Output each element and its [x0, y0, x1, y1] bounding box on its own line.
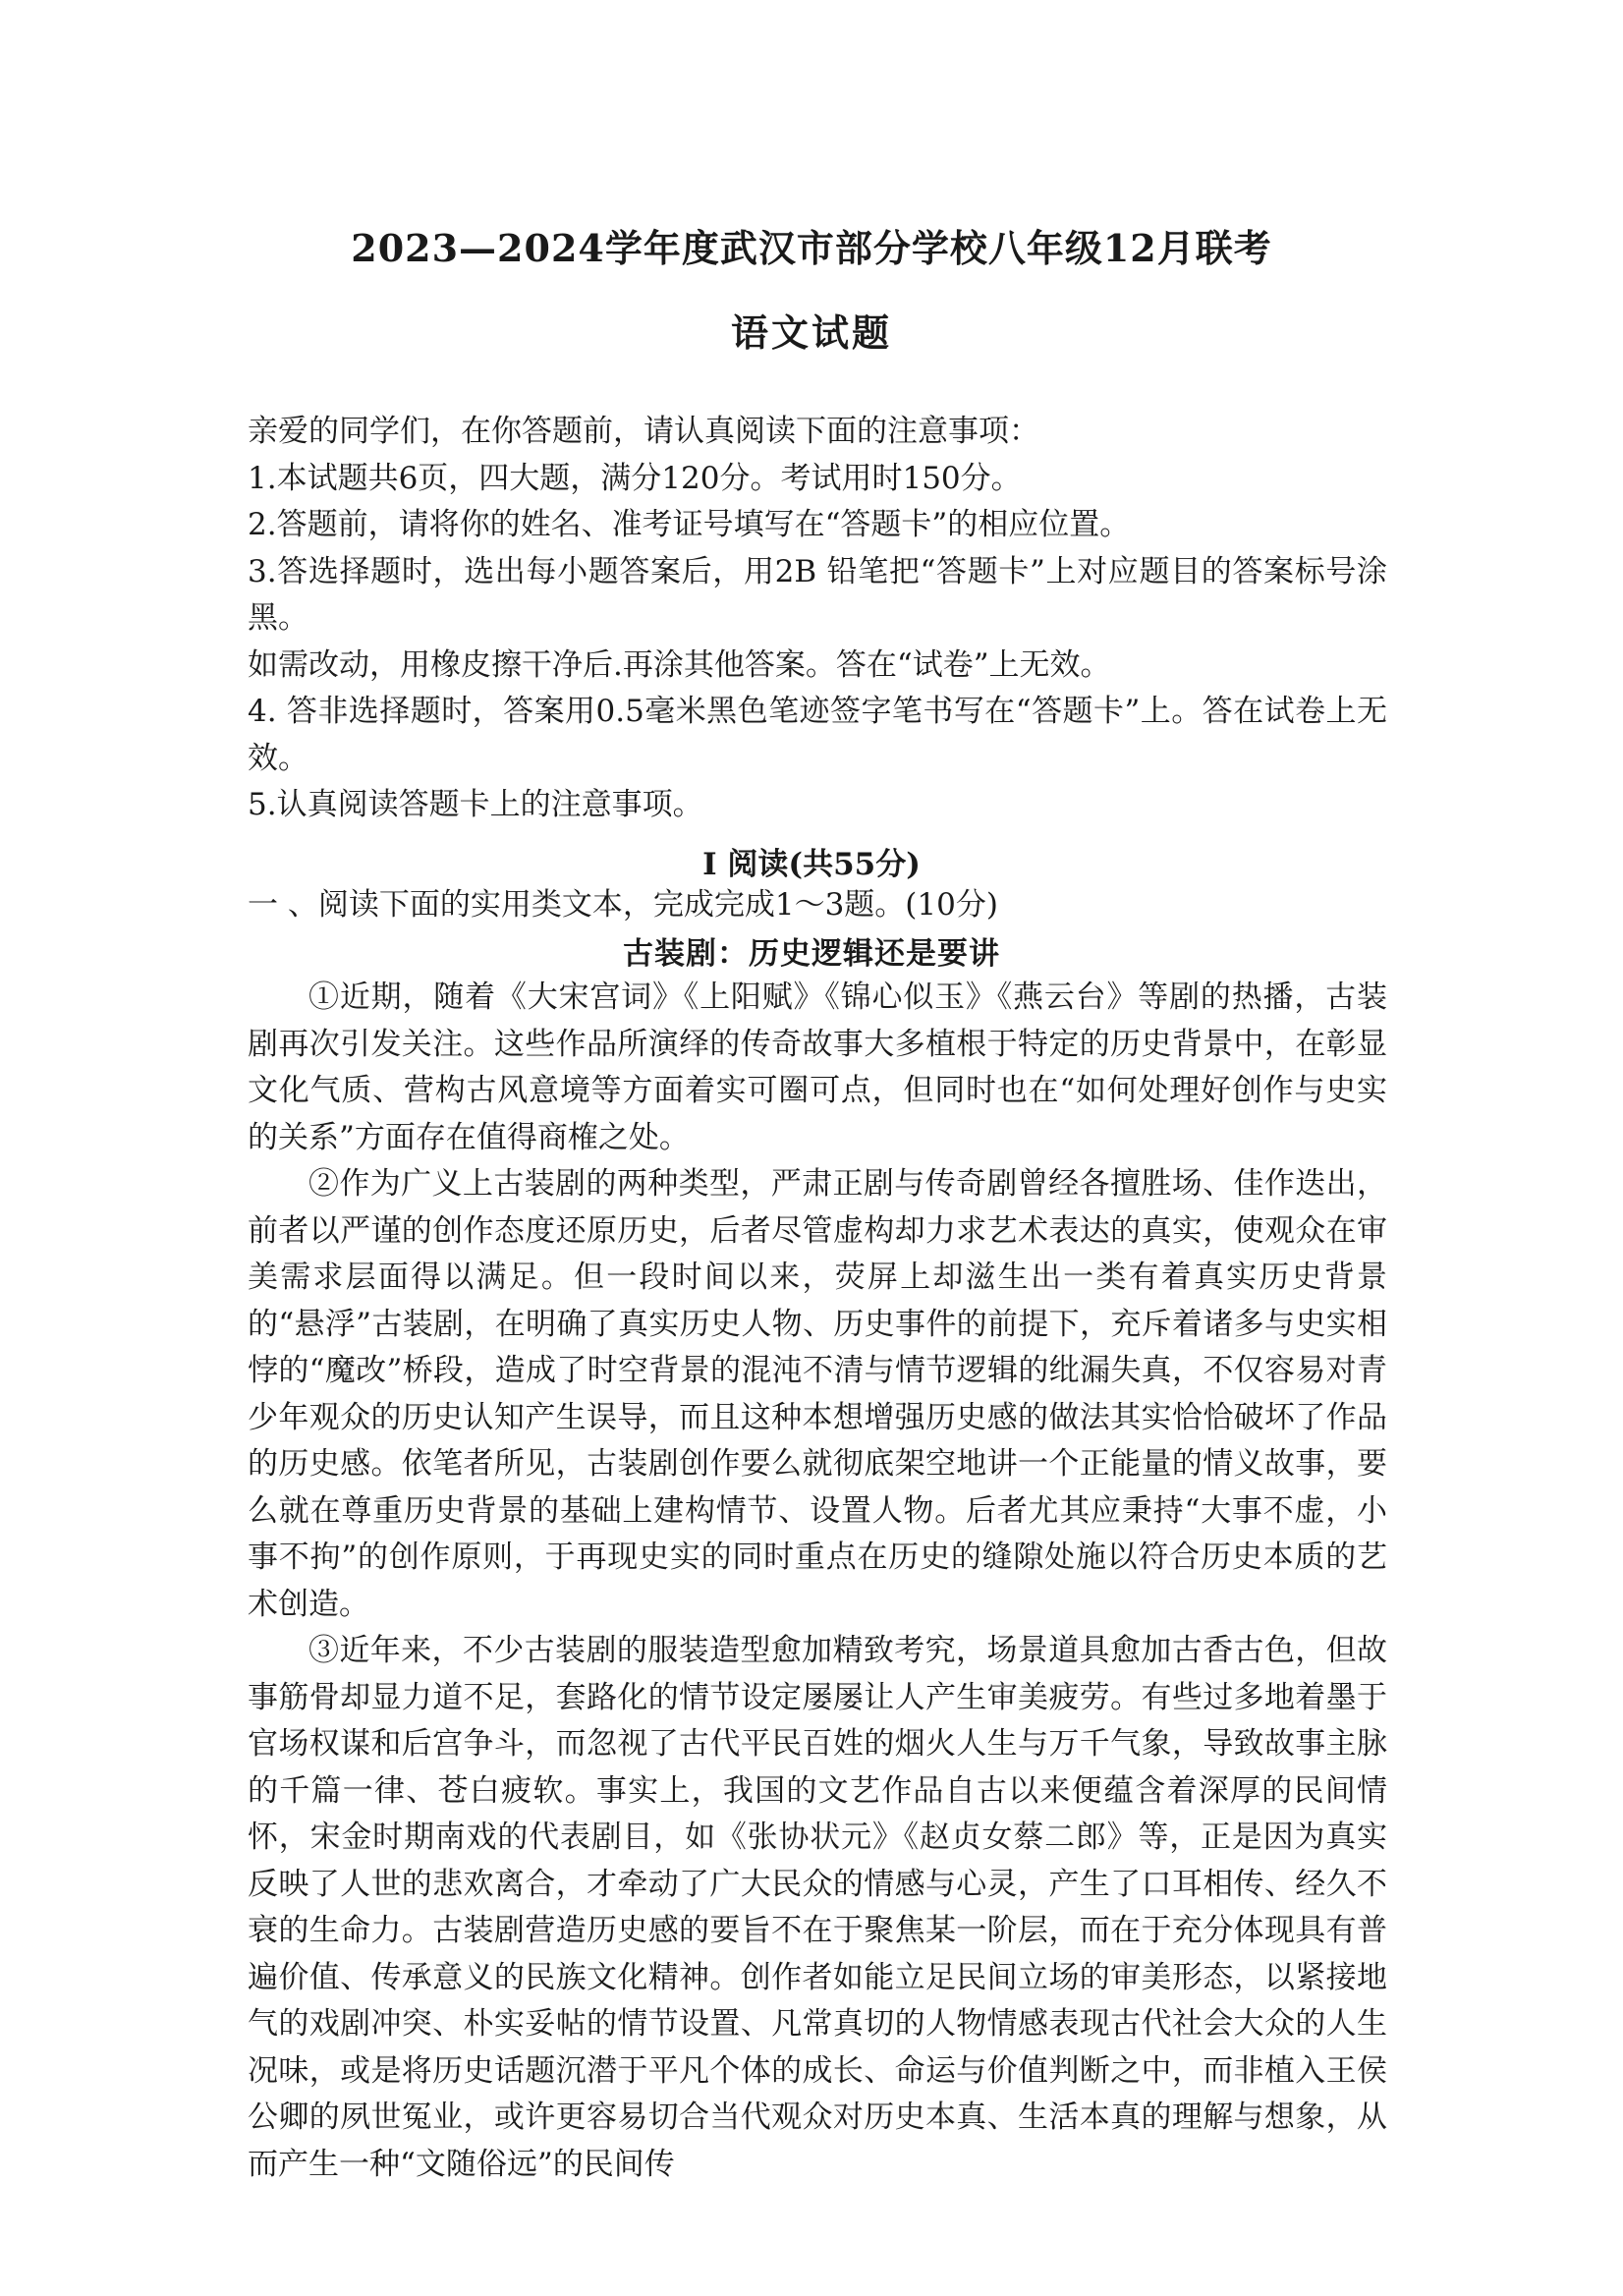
- notice-line: 5.认真阅读答题卡上的注意事项。: [248, 787, 703, 822]
- notice-line: 4. 答非选择题时，答案用0.5毫米黑色笔迹签字笔书写在“答题卡”上。答在试卷上无效。: [248, 694, 1387, 776]
- notice-block: [248, 409, 1387, 829]
- notice-line: 亲爱的同学们，在你答题前，请认真阅读下面的注意事项：: [248, 414, 1039, 449]
- article-title: 古装剧：历史逻辑还是要讲: [623, 936, 1000, 972]
- article-body: [248, 975, 1387, 2188]
- article-paragraph: ③近年来，不少古装剧的服装造型愈加精致考究，场景道具愈加古香古色，但故事筋骨却显力道不足，套路化的情节设定屡屡让人产生审美疲劳。有些过多地着墨于官场权谋和后宫争斗，而忽视了古代平民百姓的烟火人生与万千气象，导致故事主脉的千篇一律、苍白疲软。事实上，我国的文艺作品自古以来便蕴含着深厚的民间情怀，宋金时期南戏的代表剧目，如《张协状元》《赵贞女蔡二郎》等，正是因为真实反映了人世的悲欢离合，才牵动了广大民众的情感与心灵，产生了口耳相传、经久不衰的生命力。古装剧营造历史感的要旨不在于聚焦某一阶层，而在于充分体现具有普遍价值、传承意义的民族文化精神。创作者如能立足民间立场的审美形态，以紧接地气的戏剧冲突、朴实妥帖的情节设置、凡常真切的人物情感表现古代社会大众的人生况味，或是将历史话题沉潜于平凡个体的成长、命运与价值判断之中，而非植入王侯公卿的夙世冤业，或许更容易切合当代观众对历史本真、生活本真的理解与想象，从而产生一种“文随俗远”的民间传: [248, 1633, 1387, 2182]
- question-instruction: 一 、阅读下面的实用类文本，完成完成1～3题。(10分): [248, 887, 998, 923]
- exam-title: 2023—2024学年度武汉市部分学校八年级12月联考: [351, 226, 1272, 270]
- article-paragraph: ①近期，随着《大宋宫词》《上阳赋》《锦心似玉》《燕云台》等剧的热播，古装剧再次引发关注。这些作品所演绎的传奇故事大多植根于特定的历史背景中，在彰显文化气质、营构古风意境等方面着实可圈可点，但同时也在“如何处理好创作与史实的关系”方面存在值得商榷之处。: [248, 980, 1387, 1155]
- article-paragraph: ②作为广义上古装剧的两种类型，严肃正剧与传奇剧曾经各擅胜场、佳作迭出，前者以严谨的创作态度还原历史，后者尽管虚构却力求艺术表达的真实，使观众在审美需求层面得以满足。但一段时间以来，荧屏上却滋生出一类有着真实历史背景的“悬浮”古装剧，在明确了真实历史人物、历史事件的前提下，充斥着诸多与史实相悖的“魔改”桥段，造成了时空背景的混沌不清与情节逻辑的纰漏失真，不仅容易对青少年观众的历史认知产生误导，而且这种本想增强历史感的做法其实恰恰破坏了作品的历史感。依笔者所见，古装剧创作要么就彻底架空地讲一个正能量的情义故事，要么就在尊重历史背景的基础上建构情节、设置人物。后者尤其应秉持“大事不虚，小事不拘”的创作原则，于再现史实的同时重点在历史的缝隙处施以符合历史本质的艺术创造。: [248, 1166, 1387, 1622]
- notice-line: 如需改动，用橡皮擦干净后.再涂其他答案。答在“试卷”上无效。: [248, 646, 1111, 683]
- notice-line: 1.本试题共6页，四大题，满分120分。考试用时150分。: [248, 460, 1022, 496]
- section-heading: Ⅰ 阅读(共55分): [702, 847, 921, 882]
- notice-line: 2.答题前，请将你的姓名、准考证号填写在“答题卡”的相应位置。: [248, 507, 1131, 542]
- exam-subtitle: 语文试题: [730, 310, 892, 355]
- notice-line: 3.答选择题时，选出每小题答案后，用2B 铅笔把“答题卡”上对应题目的答案标号涂黑。: [248, 553, 1387, 636]
